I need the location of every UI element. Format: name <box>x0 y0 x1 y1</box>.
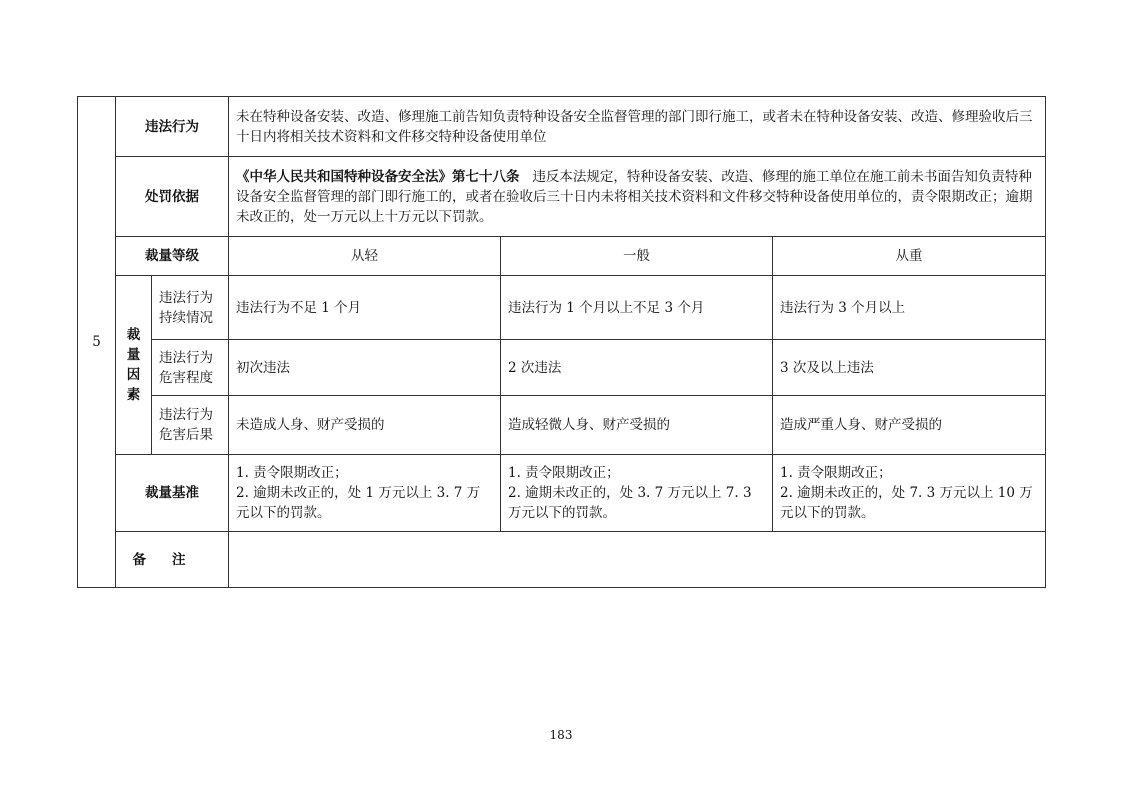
violation-row <box>78 97 1046 157</box>
level-light: 从轻 <box>229 237 501 276</box>
law-title: 《中华人民共和国特种设备安全法》第七十八条 <box>236 168 520 185</box>
factor-heavy: 违法行为 3 个月以上 <box>773 276 1046 340</box>
basis-row <box>78 157 1046 237</box>
factor-row-consequence <box>78 396 1046 455</box>
factor-name: 违法行为持续情况 <box>152 276 229 340</box>
factor-name: 违法行为危害后果 <box>152 396 229 455</box>
basis-text: 违反本法规定，特种设备安装、改造、修理的施工单位在施工前未书面告知负责特种设备安全监督管理的部门即行施工的，或者在验收后三十日内未将相关技术资料和文件移交特种设备使用单位的，责令限期改正；逾期未改正的，处一万元以上十万元以下罚款。 <box>236 168 1033 225</box>
standard-normal <box>501 455 773 532</box>
remarks-label: 备注 <box>132 551 212 568</box>
standard-line: 1. 责令限期改正； <box>780 465 892 481</box>
factor-heavy: 造成严重人身、财产受损的 <box>773 396 1046 455</box>
factors-label-char: 量 <box>126 347 141 363</box>
factor-light: 未造成人身、财产受损的 <box>229 396 501 455</box>
factor-normal: 违法行为 1 个月以上不足 3 个月 <box>501 276 773 340</box>
factor-heavy: 3 次及以上违法 <box>773 340 1046 396</box>
standard-line: 1. 责令限期改正； <box>508 465 620 481</box>
factor-normal: 2 次违法 <box>501 340 773 396</box>
remarks-row <box>78 532 1046 588</box>
standard-heavy <box>773 455 1046 532</box>
standard-line: 2. 逾期未改正的，处 3. 7 万元以上 7. 3 万元以下的罚款。 <box>508 485 752 521</box>
violation-label: 违法行为 <box>116 97 229 157</box>
factors-label-char: 素 <box>126 387 141 403</box>
factor-name: 违法行为危害程度 <box>152 340 229 396</box>
factors-label-char: 因 <box>126 367 141 383</box>
remarks-text <box>229 532 1046 588</box>
standard-line: 1. 责令限期改正； <box>236 465 348 481</box>
factor-row-duration <box>78 276 1046 340</box>
level-normal: 一般 <box>501 237 773 276</box>
factor-light: 初次违法 <box>229 340 501 396</box>
basis-cell <box>229 157 1046 237</box>
factors-label-char: 裁 <box>126 327 141 343</box>
standard-row <box>78 455 1046 532</box>
row-number: 5 <box>78 97 116 588</box>
levels-row <box>78 237 1046 276</box>
standard-label: 裁量基准 <box>116 455 229 532</box>
factor-light: 违法行为不足 1 个月 <box>229 276 501 340</box>
violation-text: 未在特种设备安装、改造、修理施工前告知负责特种设备安全监督管理的部门即行施工，或者未在特种设备安装、改造、修理验收后三十日内将相关技术资料和文件移交特种设备使用单位 <box>229 97 1046 157</box>
standard-line: 2. 逾期未改正的，处 1 万元以上 3. 7 万元以下的罚款。 <box>236 485 481 521</box>
remarks-label-cell <box>116 532 229 588</box>
penalty-discretion-table <box>77 96 1046 588</box>
factor-row-severity <box>78 340 1046 396</box>
page-number: 183 <box>549 728 573 742</box>
factors-label <box>116 276 152 455</box>
factor-normal: 造成轻微人身、财产受损的 <box>501 396 773 455</box>
levels-label: 裁量等级 <box>116 237 229 276</box>
standard-light <box>229 455 501 532</box>
basis-label: 处罚依据 <box>116 157 229 237</box>
standard-line: 2. 逾期未改正的，处 7. 3 万元以上 10 万元以下的罚款。 <box>780 485 1033 521</box>
level-heavy: 从重 <box>773 237 1046 276</box>
